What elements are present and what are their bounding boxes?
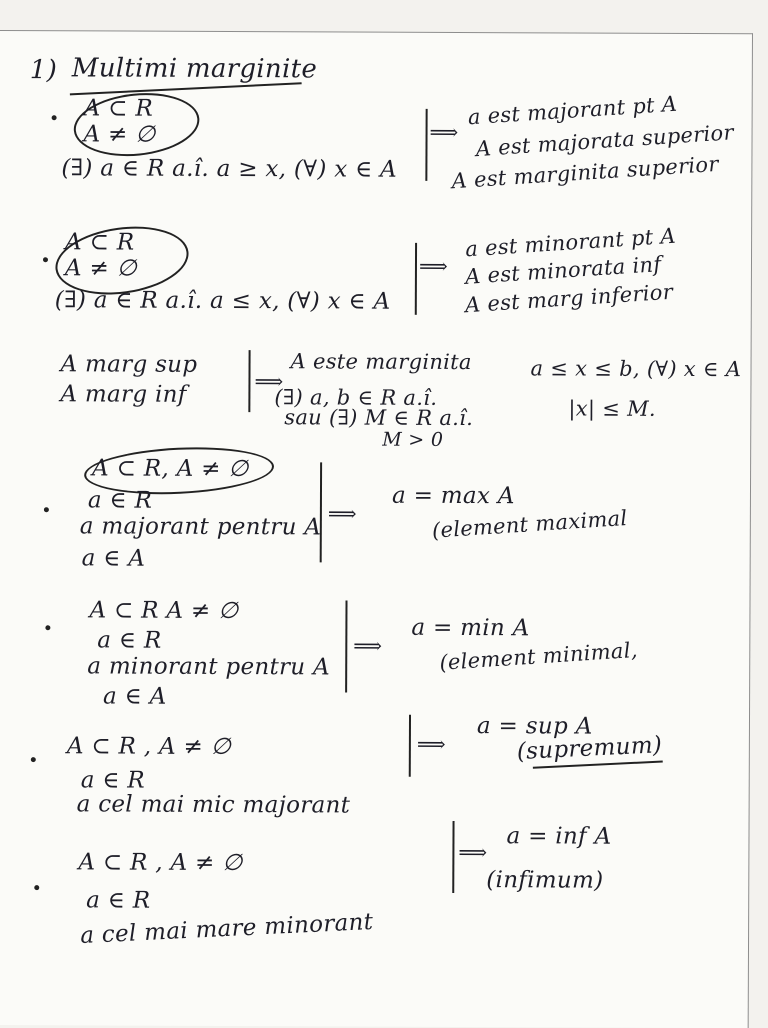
marginita-cond-1: A marg sup: [60, 351, 198, 378]
sup-bar: [409, 715, 411, 777]
marginita-cond-2: A marg inf: [60, 381, 187, 408]
majorant-cond-3: (∃) a ∈ R a.î. a ≥ x, (∀) x ∈ A: [61, 155, 398, 183]
section-number: 1): [29, 55, 58, 86]
sup-result-2: (supremum): [516, 732, 663, 766]
bullet-inf: [34, 885, 39, 890]
min-cond-4: a ∈ A: [103, 683, 167, 710]
max-cond-4: a ∈ A: [81, 545, 146, 572]
section-title: Multimi marginite: [71, 53, 318, 85]
title-underline: [70, 82, 302, 95]
max-cond-2: a ∈ R: [87, 487, 153, 514]
minorant-bar: [415, 243, 417, 315]
majorant-cond-1: A ⊂ R: [83, 95, 154, 122]
max-cond-3: a majorant pentru A: [79, 513, 322, 541]
min-cond-1: A ⊂ R A ≠ ∅: [89, 597, 239, 625]
inf-cond-1: A ⊂ R , A ≠ ∅: [78, 849, 243, 877]
max-cond-1: A ⊂ R, A ≠ ∅: [92, 455, 249, 483]
sup-implies: ⟹: [416, 731, 446, 756]
bullet-max: [44, 507, 49, 512]
marginita-result-2: (∃) a, b ∈ R a.î.: [274, 385, 438, 410]
minorant-cond-2: A ≠ ∅: [64, 255, 138, 282]
inf-cond-2: a ∈ R: [86, 887, 151, 914]
min-cond-3: a minorant pentru A: [87, 653, 331, 681]
sup-cond-3: a cel mai mic majorant: [76, 791, 351, 819]
marginita-result-6: |x| ≤ M.: [568, 396, 656, 421]
minorant-result-2: A est minorata inf: [464, 252, 663, 289]
minorant-implies: ⟹: [418, 253, 449, 278]
min-result-2: (element minimal,: [438, 637, 639, 675]
marginita-bar: [248, 350, 250, 412]
max-result-2: (element maximal: [431, 505, 629, 543]
minorant-cond-3: (∃) a ∈ R a.î. a ≤ x, (∀) x ∈ A: [54, 287, 391, 315]
majorant-result-1: a est majorant pt A: [467, 91, 678, 130]
bullet-min: [45, 625, 50, 630]
marginita-result-5: M > 0: [382, 428, 444, 451]
notebook-page: [0, 30, 753, 1028]
inf-cond-3: a cel mai mare minorant: [79, 908, 374, 950]
sup-result-1: a = sup A: [476, 713, 593, 740]
majorant-result-2: A est majorata superior: [475, 120, 735, 162]
inf-bar: [452, 821, 454, 893]
max-result-1: a = max A: [391, 482, 515, 510]
bullet-majorant: [52, 115, 57, 120]
bullet-sup: [31, 757, 36, 762]
majorant-bar: [425, 109, 427, 181]
majorant-result-3: A est marginita superior: [450, 151, 720, 194]
max-implies: ⟹: [327, 501, 357, 526]
marginita-result-3: a ≤ x ≤ b, (∀) x ∈ A: [530, 356, 742, 382]
sup-cond-2: a ∈ R: [80, 767, 145, 794]
inf-result-1: a = inf A: [506, 823, 612, 850]
min-implies: ⟹: [353, 633, 383, 658]
marginita-implies: ⟹: [254, 369, 284, 394]
inf-implies: ⟹: [458, 840, 488, 865]
majorant-implies: ⟹: [429, 119, 459, 145]
min-cond-2: a ∈ R: [97, 627, 162, 654]
marginita-result-1: A este marginita: [290, 349, 472, 375]
inf-result-2: (infimum): [486, 867, 604, 894]
minorant-cond-1: A ⊂ R: [65, 229, 135, 256]
min-bar: [345, 601, 347, 693]
marginita-result-4: sau (∃) M ∈ R a.î.: [284, 405, 474, 431]
majorant-cond-2: A ≠ ∅: [83, 121, 156, 148]
min-result-1: a = min A: [411, 614, 530, 642]
max-bar: [320, 462, 322, 562]
sup-cond-1: A ⊂ R , A ≠ ∅: [66, 733, 232, 761]
bullet-minorant: [43, 257, 48, 262]
minorant-result-1: a est minorant pt A: [464, 223, 677, 262]
minorant-result-3: A est marg inferior: [464, 279, 674, 318]
